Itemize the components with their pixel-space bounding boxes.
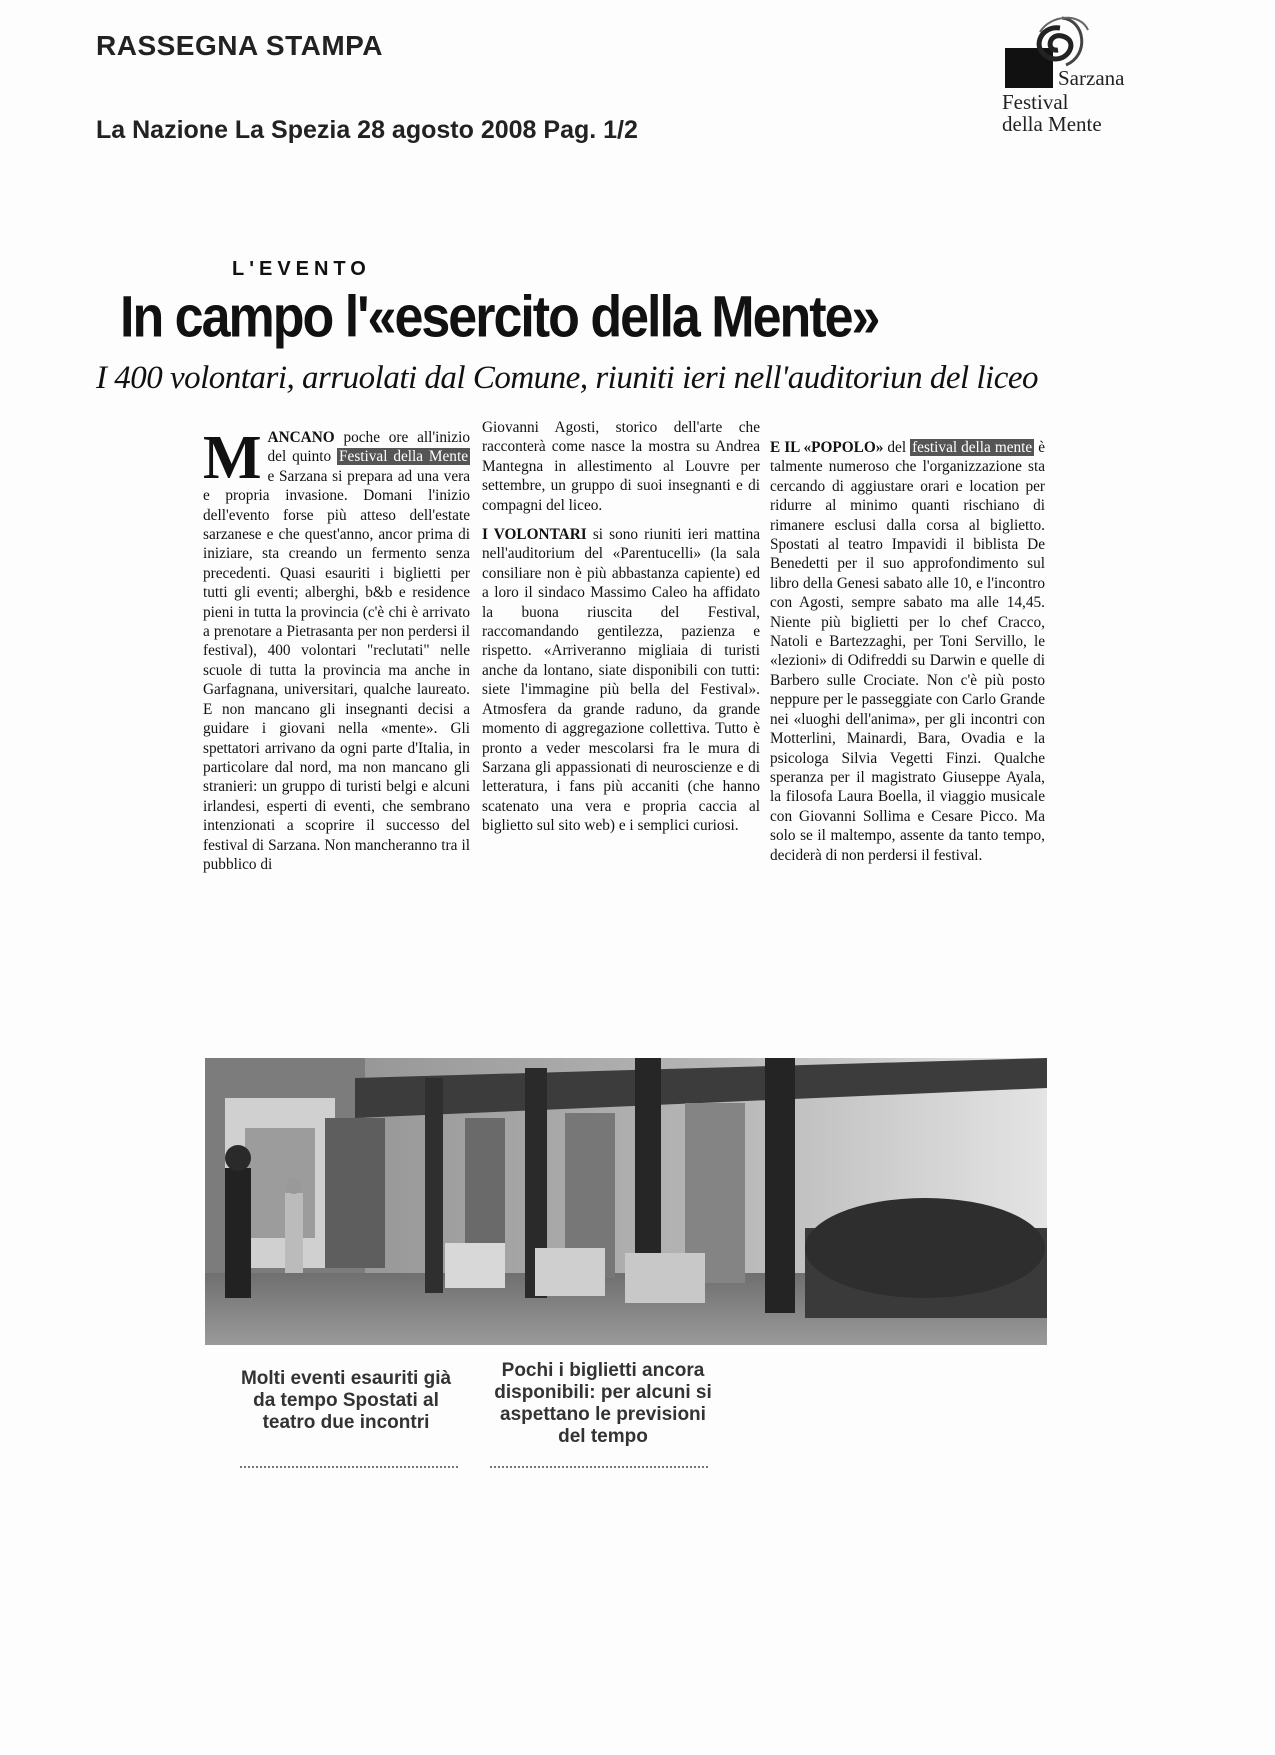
col3-text-a: del [883,439,911,456]
article-column-1 [203,424,470,1048]
drop-cap: M [203,424,262,492]
caption-divider-right [490,1466,708,1468]
col2-text-b: si sono riuniti ieri mattina nell'auditorium del «Parentucelli» (la sala consiliare non è più abbastanza capiente) ed a loro il sindaco Massimo Caleo ha affidato la buona riuscita del Festival, raccomandando gentilezza, pazienza e rispetto. «Arriveranno migliaia di turisti anche da lontano, siate disponibili con tutti: siete l'immagine più bella del Festival». Atmosfera da grande raduno, da grande momento di aggregazione collettiva. Tutto è pronto a veder mescolarsi fra le mura di Sarzana gli appassionati di neuroscienze e di letteratura, i fans più accaniti (che hanno scatenato una vera e propria caccia al biglietto sul sito web) e i semplici curiosi. [482,526,761,835]
logo-della-mente: della Mente [1002,112,1102,136]
col3-lead: E IL «POPOLO» [770,439,884,456]
article-column-2 [482,418,760,1048]
festival-logo [1000,10,1150,140]
logo-festival: Festival [1002,90,1069,114]
col2-lead: I VOLONTARI [482,526,587,544]
col3-highlight: festival della mente [912,439,1033,456]
photo-caption-left: Molti eventi esauriti già da tempo Spostati al teatro due incontri [240,1368,452,1433]
newspaper-source: La Nazione La Spezia 28 agosto 2008 Pag. 1/2 [96,116,638,144]
col1-text-b: e Sarzana si prepara ad una vera e propria invasione. Domani l'inizio dell'evento forse più atteso dell'estate sarzanese e che quest'anno, ancor prima di iniziare, sta creando un fermento senza precedenti. Quasi esauriti i biglietti per tutti gli eventi; alberghi, b&b e residence pieni in tutta la provincia (c'è chi è arrivato a prenotare a Pietrasanta per non perdersi il festival), 400 volontari "reclutati" nelle scuole di tutta la provincia ma anche in Garfagnana, universitari, qualche laureato. E non mancano gli insegnanti decisi a guidare i giovani nella «mente». Gli spettatori arrivano da ogni parte d'Italia, in particolare dal nord, ma non mancano gli stranieri: un gruppo di turisti belgi e alcuni irlandesi, esperti di eventi, che sembrano intenzionati a scoprire il successo del festival di Sarzana. Non mancheranno tra il pubblico di [203,467,470,873]
street-scene-image [205,1058,1047,1345]
caption-divider-left [240,1466,458,1468]
article-subhead: I 400 volontari, arruolati dal Comune, riuniti ieri nell'auditoriun del liceo [96,360,1039,396]
col3-text-b: è talmente numeroso che l'organizzazione sta cercando di aggiustare orari e location per ridurre al minimo quanti rischiano di rimanere esclusi dalla corsa al biglietto. Spostati al teatro Impavidi il biblista De Benedetti per il suo approfondimento sul libro della Genesi sabato alle 10, e l'incontro con Agosti, sempre sabato ma alle 14,45. Niente più biglietti per lo chef Cracco, Natoli e Bartezzaghi, per Toni Servillo, le «lezioni» di Odifreddi su Darwin e quelle di Barbero sulle Crociate. Non c'è più posto neppure per le passeggiate con Carlo Grande nei «luoghi dell'anima», per gli incontri con Motterlini, Mainardi, Bara, Ovadia e la psicologa Silvia Vegetti Finzi. Qualche speranza per il magistrato Giuseppe Ayala, la filosofa Laura Boella, il viaggio musicale con Giovanni Sollima e Cesare Picco. Ma solo se il maltempo, assente da tanto tempo, deciderà di non perdersi il festival. [770,439,1045,864]
press-review-title: RASSEGNA STAMPA [96,30,383,61]
col1-lead: ANCANO [267,429,335,446]
street-photo [205,1058,1047,1345]
article-column-3 [770,438,1045,1048]
col1-text-a: poche ore all'inizio del quinto [267,429,470,466]
article-kicker: L'EVENTO [232,258,371,280]
article-headline: In campo l'«esercito della Mente» [120,285,879,351]
logo-sarzana: Sarzana [1058,66,1125,90]
photo-caption-right: Pochi i biglietti ancora disponibili: per alcuni si aspettano le previsioni del tempo [494,1360,712,1447]
col1-highlight: Festival della Mente [339,448,468,466]
col2-text-a: Giovanni Agosti, storico dell'arte che racconterà come nasce la mostra su Andrea Mantegna in allestimento al Louvre per settembre, un gruppo di suoi insegnanti e di compagni del liceo. [482,419,760,514]
